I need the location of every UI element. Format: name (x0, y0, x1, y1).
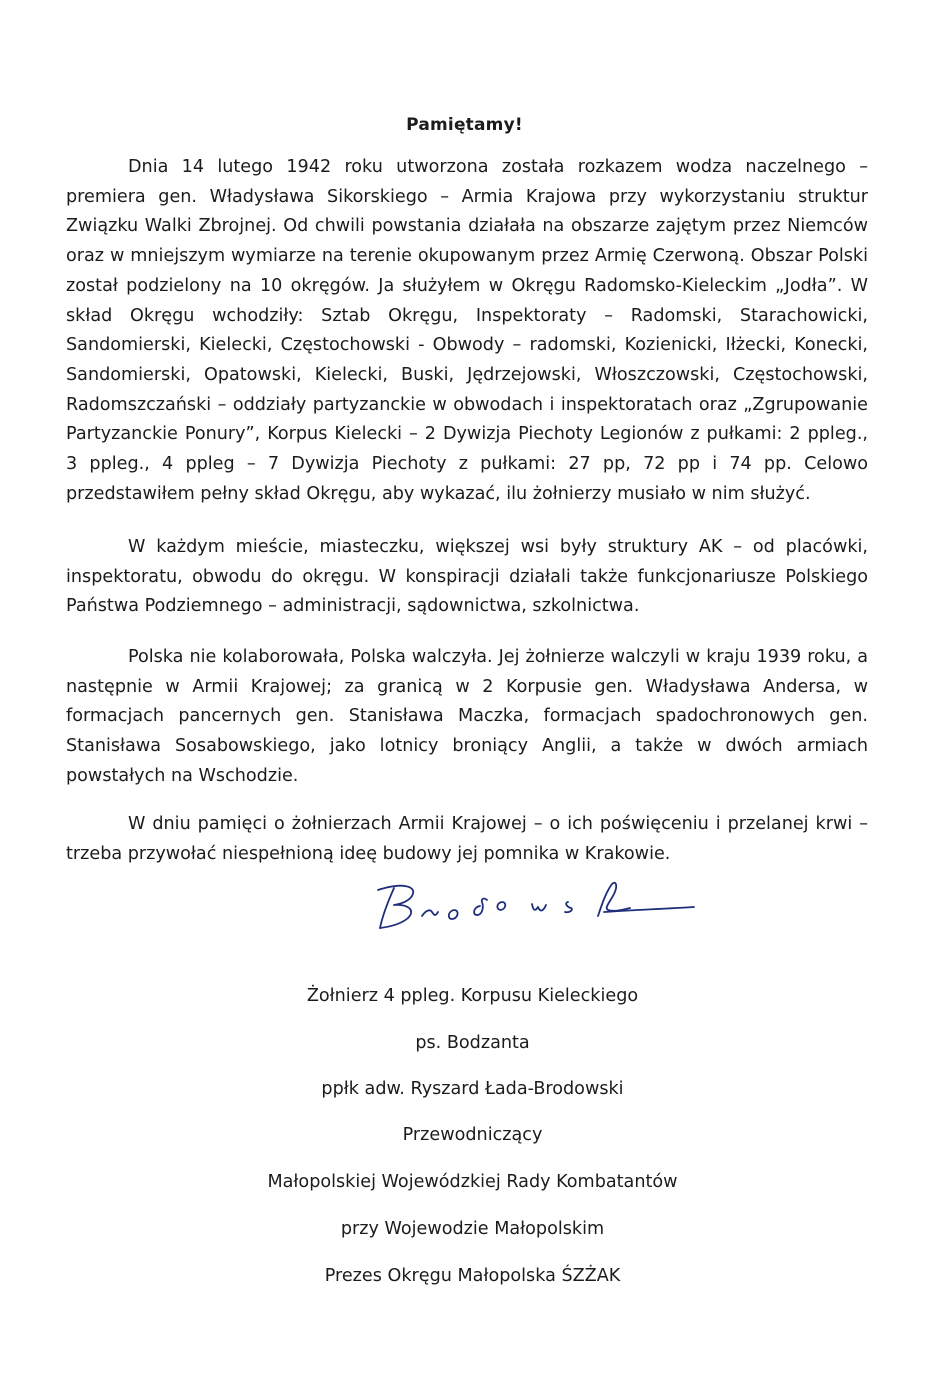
paragraph-fighting: Polska nie kolaborowała, Polska walczyła. Jej żołnierze walczyli w kraju 1939 roku, a następnie w Armii Krajowej; za granicą w 2 Korpusie gen. Władysława Andersa, w formacjach pancernych gen. Stanisława Maczka, formacjach spadochronowych gen. Stanisława Sosabowskiego, jako lotnicy broniący Anglii, a także w dwóch armiach powstałych na Wschodzie. (66, 647, 868, 786)
handwritten-signature (372, 872, 702, 942)
closing-line-rank: Żołnierz 4 ppleg. Korpusu Kieleckiego (306, 986, 639, 1006)
paragraph-monument: W dniu pamięci o żołnierzach Armii Krajowej – o ich poświęceniu i przelanej krwi – trzeba przywołać niespełnioną ideę budowy jej pomnika w Krakowie. (66, 814, 868, 864)
closing-line-name: ppłk adw. Ryszard Łada-Brodowski (321, 1079, 624, 1099)
closing-line-pseudonym: ps. Bodzanta (415, 1033, 530, 1053)
closing-line-position: Przewodniczący (402, 1125, 543, 1145)
paragraph-formation: Dnia 14 lutego 1942 roku utworzona została rozkazem wodza naczelnego – premiera gen. Władysława Sikorskiego – Armia Krajowa przy wykorzystaniu struktur Związku Walki Zbrojnej. Od chwili powstania działała na obszarze zajętym przez Niemców oraz w mniejszym wymiarze na terenie okupowanym przez Armię Czerwoną. Obszar Polski został podzielony na 10 okręgów. Ja służyłem w Okręgu Radomsko-Kieleckim „Jodła”. W skład Okręgu wchodziły: Sztab Okręgu, Inspektoraty – Radomski, Starachowicki, Sandomierski, Kielecki, Częstochowski - Obwody – radomski, Kozienicki, Iłżecki, Konecki, Sandomierski, Opatowski, Kielecki, Buski, Jędrzejowski, Włoszczowski, Częstochowski, Radomszczański – oddziały partyzanckie w obwodach i inspektoratach oraz „Zgrupowanie Partyzanckie Ponury”, Korpus Kielecki – 2 Dywizja Piechoty Legionów z pułkami: 2 ppleg., 3 ppleg., 4 ppleg – 7 Dywizja Piechoty z pułkami: 27 pp, 72 pp i 74 pp. Celowo przedstawiłem pełny skład Okręgu, aby wykazać, ilu żołnierzy musiało w nim służyć. (66, 157, 868, 504)
closing-line-council: Małopolskiej Wojewódzkiej Rady Kombatantów (267, 1172, 678, 1192)
paragraph-structures: W każdym mieście, miasteczku, większej wsi były struktury AK – od placówki, inspektoratu, obwodu do okręgu. W konspiracji działali także funkcjonariusze Polskiego Państwa Podziemnego – administracji, sądownictwa, szkolnictwa. (66, 537, 868, 617)
letter-title: Pamiętamy! (406, 115, 523, 135)
closing-line-president: Prezes Okręgu Małopolska ŚZŻAK (324, 1266, 621, 1286)
closing-line-voivode: przy Wojewodzie Małopolskim (340, 1219, 605, 1239)
